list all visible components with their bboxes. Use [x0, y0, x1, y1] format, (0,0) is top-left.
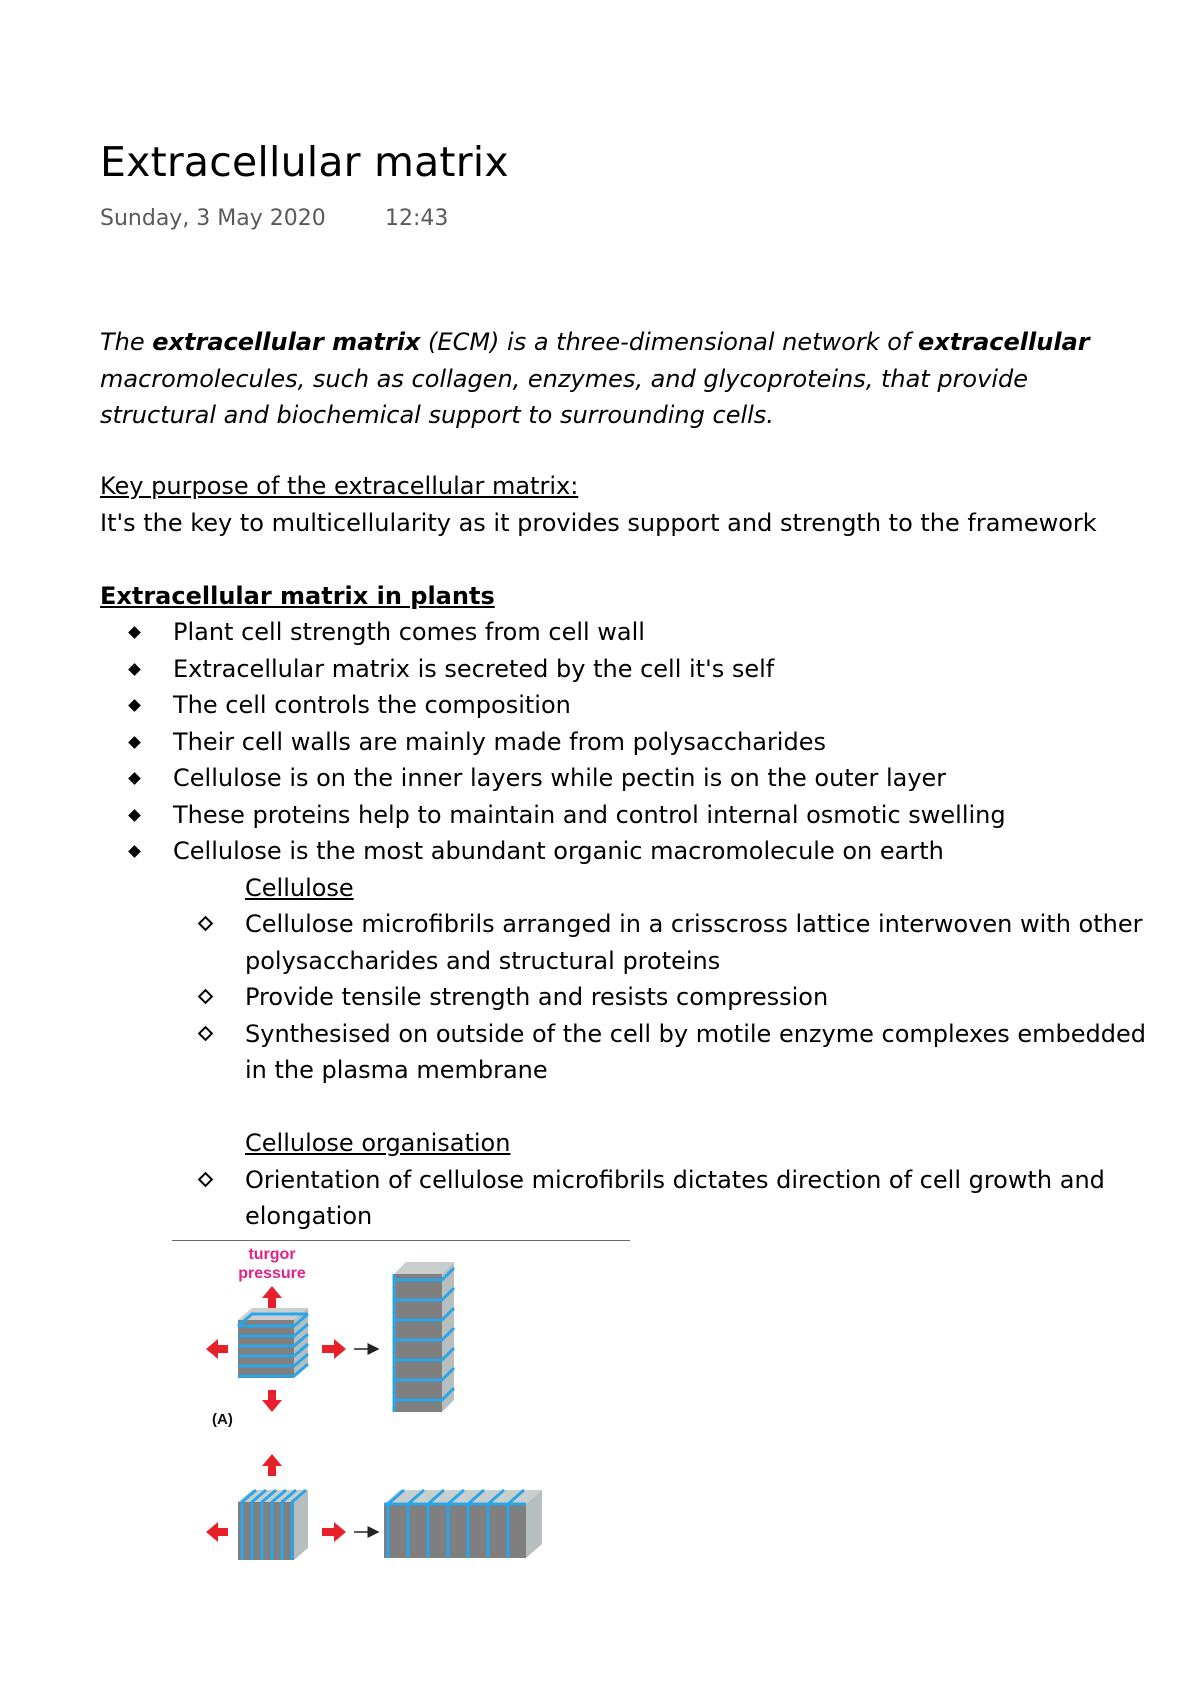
intro-text: macromolecules, such as collagen, enzymes, and glycoproteins, that provide structural and biochemical support to surrounding cells.: [100, 364, 1028, 429]
arrow-up-icon: [262, 1454, 282, 1476]
arrow-right-icon: [322, 1522, 346, 1542]
list-item: [100, 906, 1175, 979]
panel-a-label: (A): [212, 1411, 233, 1428]
organisation-heading: Cellulose organisation: [245, 1129, 511, 1157]
list-item: [100, 979, 1175, 1016]
diamond-bullet-icon: [128, 736, 141, 749]
arrow-down-icon: [262, 1390, 282, 1412]
list-item-text: Orientation of cellulose microfibrils dictates direction of cell growth and elongation: [245, 1165, 1105, 1230]
list-item: [100, 1016, 1175, 1089]
list-item: [100, 760, 1140, 797]
plants-section: [100, 614, 1146, 1235]
diamond-bullet-icon: [128, 772, 141, 785]
purpose-heading: Key purpose of the extracellular matrix:: [100, 472, 579, 500]
diamond-bullet-icon: [128, 845, 141, 858]
intro-bold-term: extracellular matrix: [152, 328, 421, 356]
list-item-text: Cellulose microfibrils arranged in a crisscross lattice interwoven with other polysaccharides and structural proteins: [245, 910, 1143, 975]
list-item-text: Cellulose is the most abundant organic macromolecule on earth: [173, 837, 944, 865]
page-title: Extracellular matrix: [100, 138, 509, 186]
page-date: Sunday, 3 May 2020: [100, 206, 326, 231]
list-item-text: Cellulose is on the inner layers while pectin is on the outer layer: [173, 764, 947, 792]
intro-paragraph: [100, 324, 1140, 434]
arrow-right-icon: [322, 1339, 346, 1359]
list-item: [100, 614, 1140, 651]
plants-heading: Extracellular matrix in plants: [100, 582, 495, 610]
spacer: [100, 1089, 1140, 1126]
diamond-bullet-icon: [128, 626, 141, 639]
hollow-diamond-bullet-icon: [198, 1171, 214, 1187]
list-item-text: The cell controls the composition: [173, 691, 571, 719]
organisation-list: [100, 1162, 1140, 1235]
diamond-bullet-icon: [128, 809, 141, 822]
hollow-diamond-bullet-icon: [198, 989, 214, 1005]
arrow-left-icon: [206, 1339, 228, 1359]
list-item-text: These proteins help to maintain and control internal osmotic swelling: [173, 800, 1006, 829]
list-item: [100, 724, 1140, 761]
diamond-bullet-icon: [128, 699, 141, 712]
list-item-text: Extracellular matrix is secreted by the cell it's self: [173, 654, 775, 683]
intro-text: The: [100, 328, 153, 356]
purpose-text: It's the key to multicellularity as it provides support and strength to the framework: [100, 509, 1097, 537]
list-item: [100, 687, 1140, 724]
small-cell-cube-b: [238, 1490, 308, 1560]
cellulose-heading: Cellulose: [245, 873, 354, 902]
diamond-bullet-icon: [128, 663, 141, 676]
arrow-left-icon: [206, 1522, 228, 1542]
small-cell-cube-a: [238, 1308, 308, 1378]
list-item-text: Plant cell strength comes from cell wall: [173, 618, 645, 646]
pressure-label: pressure: [238, 1265, 306, 1282]
list-item-text: Their cell walls are mainly made from polysaccharides: [173, 727, 826, 756]
arrow-up-icon: [262, 1286, 282, 1308]
list-item: [100, 1162, 1175, 1235]
page-time: 12:43: [385, 206, 449, 231]
list-item: [100, 833, 1140, 870]
elongated-cell-horizontal: [384, 1490, 542, 1558]
figure-divider: [172, 1240, 630, 1241]
list-item-text: Synthesised on outside of the cell by motile enzyme complexes embedded in the plasma membrane: [245, 1019, 1146, 1084]
hollow-diamond-bullet-icon: [198, 916, 214, 932]
turgor-label: turgor: [248, 1246, 296, 1263]
intro-text: (ECM) is a three-dimensional network of: [420, 328, 919, 356]
plants-bullet-list: [100, 614, 1140, 870]
intro-bold-term: extracellular: [918, 328, 1090, 356]
list-item: [100, 651, 1140, 688]
hollow-diamond-bullet-icon: [198, 1025, 214, 1041]
elongated-cell-vertical: [394, 1262, 454, 1412]
list-item: [100, 797, 1140, 834]
list-item-text: Provide tensile strength and resists compression: [245, 983, 829, 1011]
cellulose-list: [100, 906, 1146, 1089]
cellulose-growth-diagram: [172, 1242, 622, 1602]
